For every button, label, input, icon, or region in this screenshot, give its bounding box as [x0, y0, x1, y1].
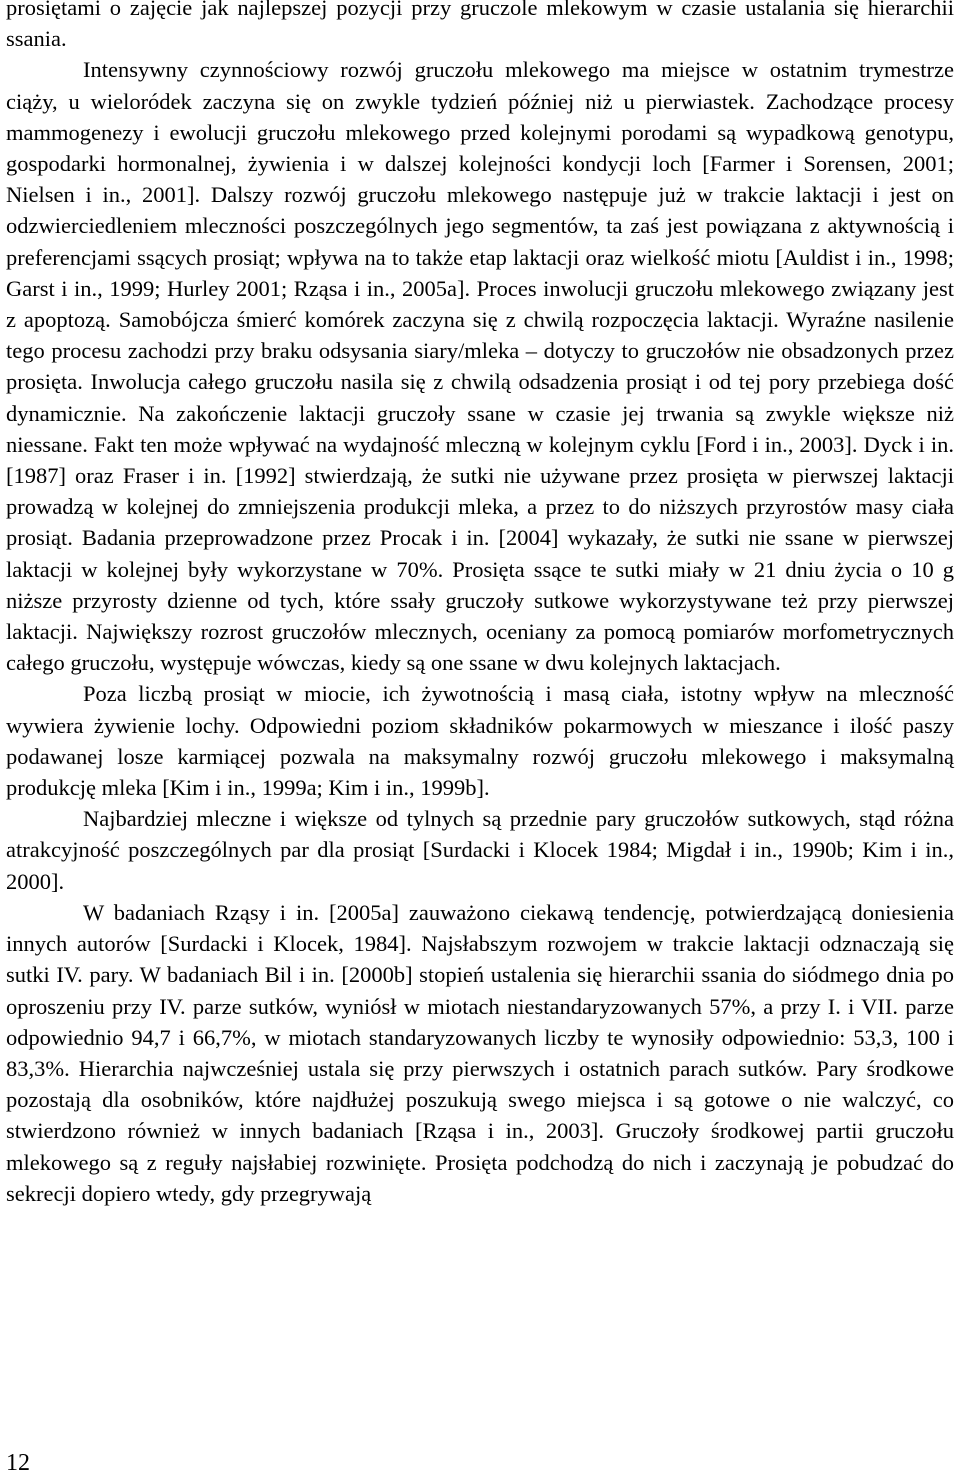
body-text: [6, 0, 954, 1209]
paragraph-mammary-development: Intensywny czynnościowy rozwój gruczołu mlekowego ma miejsce w ostatnim trymestrze ciąży, u wieloródek zaczyna się on zwykle tydzień później niż u pierwiastek. Zachodzące procesy mammogenezy i ewolucji gruczołu mlekowego przed kolejnymi porodami są wypadkową genotypu, gospodarki hormonalnej, żywienia i w dalszej kolejności kondycji loch [Farmer i Sorensen, 2001; Nielsen i in., 2001]. Dalszy rozwój gruczołu mlekowego następuje już w trakcie laktacji i jest on odzwierciedleniem mleczności poszczególnych jego segmentów, ta zaś jest powiązana z aktywnością i preferencjami ssących prosiąt; wpływa na to także etap laktacji oraz wielkość miotu [Auldist i in., 1998; Garst i in., 1999; Hurley 2001; Rząsa i in., 2005a]. Proces inwolucji gruczołu mlekowego związany jest z apoptozą. Samobójcza śmierć komórek zaczyna się z chwilą rozpoczęcia laktacji. Wyraźne nasilenie tego procesu zachodzi przy braku odsysania siary/mleka – dotyczy to gruczołów nie obsadzonych przez prosięta. Inwolucja całego gruczołu nasila się z chwilą odsadzenia prosiąt i od tej pory przebiega dość dynamicznie. Na zakończenie laktacji gruczoły ssane w czasie jej trwania są zwykle większe niż niessane. Fakt ten może wpływać na wydajność mleczną w kolejnym cyklu [Ford i in., 2003]. Dyck i in. [1987] oraz Fraser i in. [1992] stwierdzają, że sutki nie używane przez prosięta w pierwszej laktacji prowadzą w kolejnej do zmniejszenia produkcji mleka, a przez to do niższych przyrostów masy ciała prosiąt. Badania przeprowadzone przez Procak i in. [2004] wykazały, że sutki nie ssane w pierwszej laktacji w kolejnej były wykorzystane w 70%. Prosięta ssące te sutki miały w 21 dniu życia o 10 g niższe przyrosty dzienne od tych, które ssały gruczoły sutkowe wykorzystywane też przy pierwszej laktacji. Największy rozrost gruczołów mlecznych, oceniany za pomocą pomiarów morfometrycznych całego gruczołu, występuje wówczas, kiedy są one ssane w dwu kolejnych laktacjach.: [6, 57, 954, 676]
paragraph-continuation: prosiętami o zajęcie jak najlepszej pozycji przy gruczole mlekowym w czasie ustalania się hierarchii ssania.: [6, 0, 954, 52]
paragraph-nutrition: Poza liczbą prosiąt w miocie, ich żywotnością i masą ciała, istotny wpływ na mleczność wywiera żywienie lochy. Odpowiedni poziom składników pokarmowych w mieszance i ilość paszy podawanej losze karmiącej pozwala na maksymalny rozwój gruczołu mlekowego i maksymalną produkcję mleka [Kim i in., 1999a; Kim i in., 1999b].: [6, 681, 954, 801]
paragraph-suckling-hierarchy: W badaniach Rząsy i in. [2005a] zauważono ciekawą tendencję, potwierdzającą doniesienia innych autorów [Surdacki i Klocek, 1984]. Najsłabszym rozwojem w trakcie laktacji odznaczają się sutki IV. pary. W badaniach Bil i in. [2000b] stopień ustalenia się hierarchii ssania do siódmego dnia po oproszeniu przy IV. parze sutków, wyniósł w miotach niestandaryzowanych 57%, a przy I. i VII. parze odpowiednio 94,7 i 66,7%, w miotach standaryzowanych liczby te wynosiły odpowiednio: 53,3, 100 i 83,3%. Hierarchia najwcześniej ustala się przy pierwszych i ostatnich parach sutków. Pary środkowe pozostają dla osobników, które najdłużej poszukują swego miejsca i są gotowe o nie walczyć, co stwierdzono również w innych badaniach [Rząsa i in., 2003]. Gruczoły środkowej partii gruczołu mlekowego są z reguły najsłabiej rozwinięte. Prosięta podchodzą do nich i zaczynają je pobudzać do sekrecji dopiero wtedy, gdy przegrywają: [6, 899, 954, 1206]
paragraph-teat-pairs: Najbardziej mleczne i większe od tylnych są przednie pary gruczołów sutkowych, stąd różna atrakcyjność poszczególnych par dla prosiąt [Surdacki i Klocek 1984; Migdał i in., 1990b; Kim i in., 2000].: [6, 806, 954, 894]
page-number: 12: [6, 1450, 30, 1476]
